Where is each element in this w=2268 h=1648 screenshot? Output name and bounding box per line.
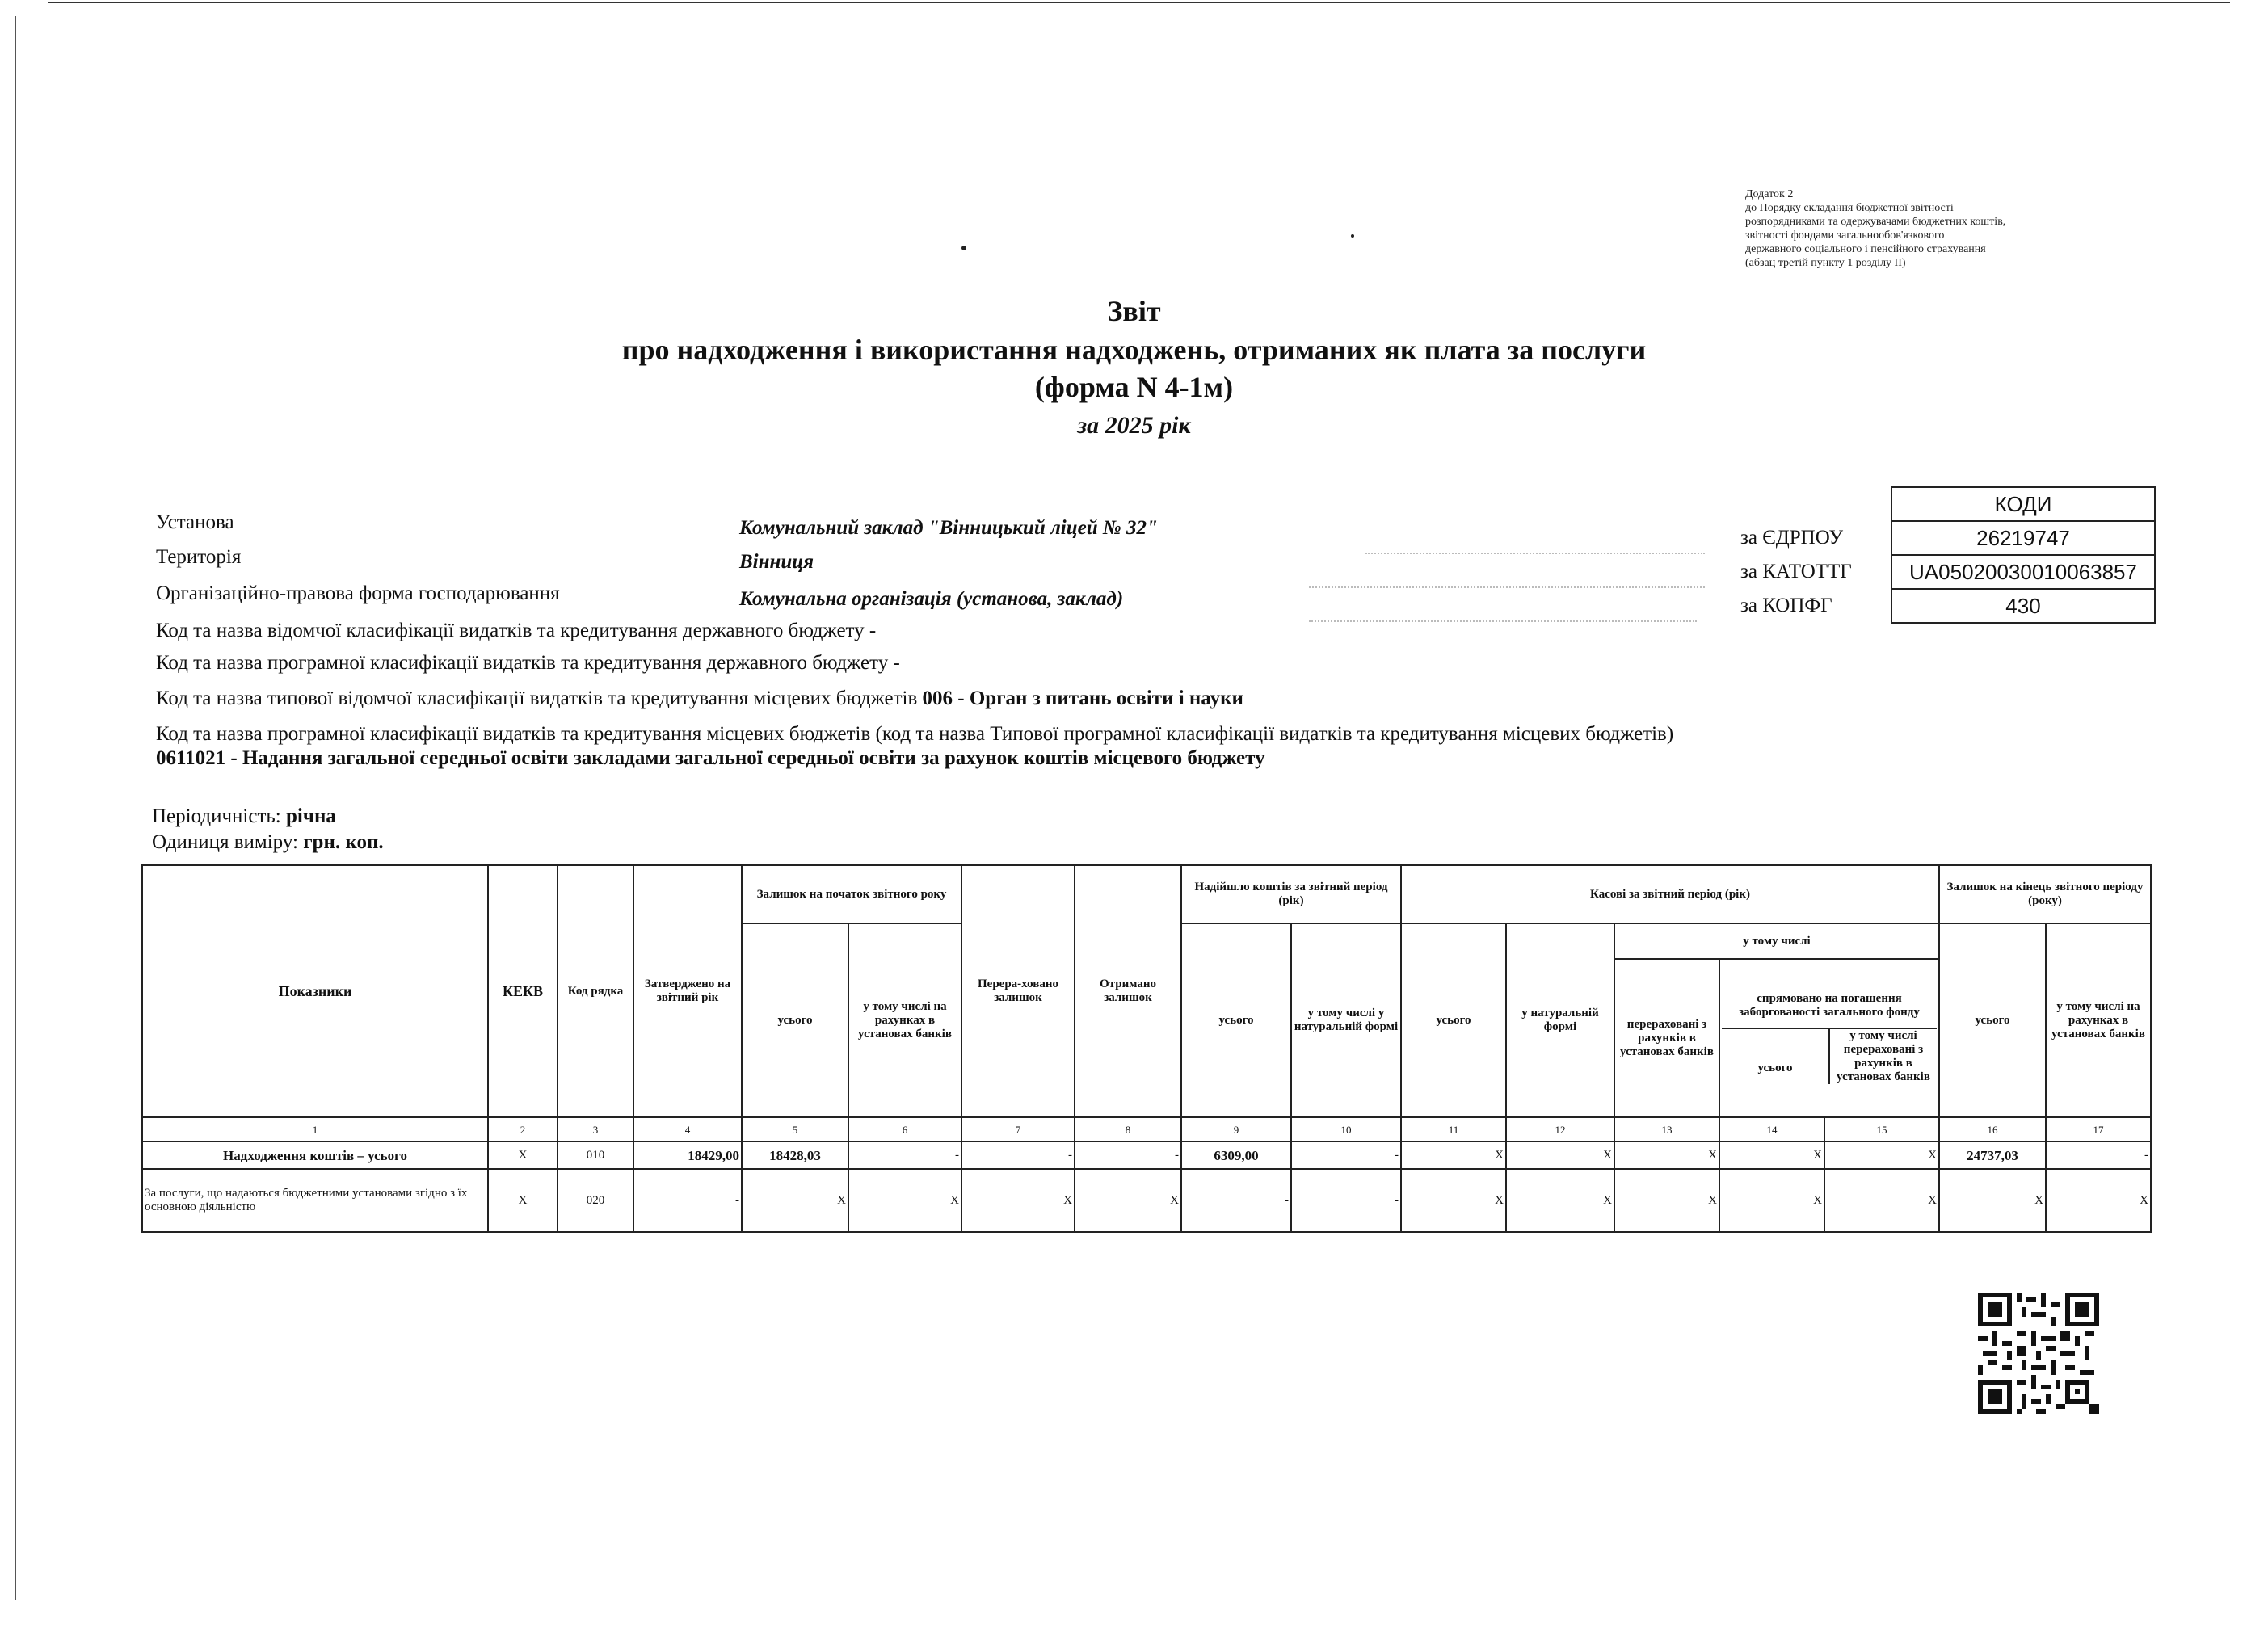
col-number: 11 [1401, 1117, 1506, 1141]
col-number: 2 [488, 1117, 558, 1141]
local-program-label: Код та назва програмної класифікації видатків та кредитування місцевих бюджетів (код та назва Типової програмної класифікації видатків та кредитування місцевих бюджетів) [156, 723, 1674, 745]
edrpou-value: 26219747 [1891, 521, 2155, 555]
org-form-value: Комунальна організація (установа, заклад) [739, 588, 1124, 610]
territory-value: Вінниця [739, 551, 814, 573]
dept-classification: Код та назва відомчої класифікації видатків та кредитування державного бюджету - [156, 620, 877, 641]
directed-debt-subheaders [1722, 1028, 1937, 1084]
header-received: Отримано залишок [1075, 865, 1181, 1117]
table-cell: - [1291, 1169, 1401, 1232]
table-cell: X [742, 1169, 848, 1232]
table-cell: - [633, 1169, 742, 1232]
table-cell: X [961, 1169, 1075, 1232]
table-cell: X [1719, 1169, 1824, 1232]
header-cash: Касові за звітний період (рік) [1401, 865, 1939, 923]
col-number: 16 [1939, 1117, 2046, 1141]
table-cell: - [1181, 1169, 1291, 1232]
table-cell: - [2046, 1141, 2151, 1169]
typical-dept-label: Код та назва типової відомчої класифікації видатків та кредитування місцевих бюджетів [156, 687, 923, 709]
header-inflow-total: усього [1181, 923, 1291, 1117]
col-number: 4 [633, 1117, 742, 1141]
appendix-line: державного соціального і пенсійного страхування [1745, 243, 1986, 255]
fill-line [1309, 620, 1697, 622]
edrpou-label: за ЄДРПОУ [1740, 527, 1844, 549]
col-number: 8 [1075, 1117, 1181, 1141]
appendix-line: Додаток 2 [1745, 188, 1794, 200]
col-number: 9 [1181, 1117, 1291, 1141]
report-title: Звіт [1107, 295, 1161, 327]
fill-line [1365, 553, 1705, 554]
header-inflow: Надійшло коштів за звітний період (рік) [1181, 865, 1401, 923]
table-cell: - [1075, 1141, 1181, 1169]
unit-of-measure [152, 830, 384, 855]
table-row [142, 1141, 2151, 1169]
local-program-value: 0611021 - Надання загальної середньої освіти закладами загальної середньої освіти за рахунок коштів місцевого бюджету [156, 747, 1265, 769]
institution-value: Комунальний заклад "Вінницький ліцей № 32" [739, 517, 1158, 539]
header-balance-end-total: усього [1939, 923, 2046, 1117]
appendix-line: звітності фондами загальнообов'язкового [1745, 229, 1945, 242]
header-row-code: Код рядка [558, 865, 633, 1117]
appendix-line: (абзац третій пункту 1 розділу II) [1745, 257, 1906, 269]
col-number: 6 [848, 1117, 961, 1141]
katottg-value: UA05020030010063857 [1891, 555, 2155, 589]
table-row [142, 1169, 2151, 1232]
header-kekv: КЕКВ [488, 865, 558, 1117]
table-cell: 18428,03 [742, 1141, 848, 1169]
col-number: 15 [1824, 1117, 1939, 1141]
scan-speck [1351, 234, 1354, 238]
table-cell: X [1614, 1169, 1719, 1232]
header-transferred: Перера-ховано залишок [961, 865, 1075, 1117]
header-balance-end: Залишок на кінець звітного періоду (року) [1939, 865, 2151, 923]
table-cell: - [961, 1141, 1075, 1169]
header-cash-directed-debt [1719, 959, 1939, 1117]
table-cell: X [1939, 1169, 2046, 1232]
col-number: 14 [1719, 1117, 1824, 1141]
typical-dept-value: 006 - Орган з питань освіти і науки [922, 687, 1243, 709]
katottg-label: за КАТОТТГ [1740, 561, 1852, 582]
header-indicators: Показники [142, 865, 488, 1117]
directed-debt-label: спрямовано на погашення заборгованості загального фонду [1739, 992, 1920, 1019]
table-cell: 020 [558, 1169, 633, 1232]
table-cell: X [1401, 1169, 1506, 1232]
institution-label: Установа [156, 511, 234, 533]
header-balance-start-total: усього [742, 923, 848, 1117]
col-number: 3 [558, 1117, 633, 1141]
territory-label: Територія [156, 546, 242, 568]
header-cash-transferred-bank: перераховані з рахунків в установах банків [1614, 959, 1719, 1117]
codes-header: КОДИ [1891, 487, 2155, 521]
col-number: 10 [1291, 1117, 1401, 1141]
periodicity [152, 805, 336, 829]
kopfg-value: 430 [1891, 589, 2155, 623]
periodicity-value: річна [286, 805, 336, 827]
report-period: за 2025 рік [1077, 412, 1191, 439]
header-cash-total: усього [1401, 923, 1506, 1117]
report-subtitle: про надходження і використання надходжень, отриманих як плата за послуги [621, 334, 1647, 366]
table-cell: X [848, 1169, 961, 1232]
table-cell: - [848, 1141, 961, 1169]
codes-table [1891, 486, 2156, 624]
table-cell: X [488, 1141, 558, 1169]
typical-dept-classification [156, 687, 1243, 711]
col-number: 17 [2046, 1117, 2151, 1141]
col-number: 12 [1506, 1117, 1614, 1141]
header-cash-including: у тому числі [1614, 923, 1939, 959]
unit-label: Одиниця виміру: [152, 831, 304, 853]
table-cell: 010 [558, 1141, 633, 1169]
header-balance-start-bank: у тому числі на рахунках в установах банків [848, 923, 961, 1117]
qr-code-icon [1978, 1293, 2099, 1414]
appendix-line: до Порядку складання бюджетної звітності [1745, 202, 1954, 214]
program-classification: Код та назва програмної класифікації видатків та кредитування державного бюджету - [156, 652, 900, 674]
table-cell: X [1506, 1141, 1614, 1169]
unit-value: грн. коп. [303, 831, 384, 853]
table-cell: X [1719, 1141, 1824, 1169]
header-approved: Затверджено на звітний рік [633, 865, 742, 1117]
table-cell: 24737,03 [1939, 1141, 2046, 1169]
fill-line [1309, 586, 1705, 588]
table-cell: X [488, 1169, 558, 1232]
table-cell: X [1506, 1169, 1614, 1232]
scan-edge-left [15, 16, 16, 1600]
table-cell: 18429,00 [633, 1141, 742, 1169]
appendix-line: розпорядниками та одержувачами бюджетних коштів, [1745, 216, 2006, 228]
table-cell: X [1824, 1169, 1939, 1232]
local-program-classification [156, 722, 1723, 771]
table-cell: X [2046, 1169, 2151, 1232]
col-number: 13 [1614, 1117, 1719, 1141]
header-balance-start: Залишок на початок звітного року [742, 865, 961, 923]
kopfg-label: за КОПФГ [1740, 595, 1832, 616]
header-cash-natural: у натуральній формі [1506, 923, 1614, 1117]
col-number: 5 [742, 1117, 848, 1141]
header-inflow-natural: у тому числі у натуральній формі [1291, 923, 1401, 1117]
col-number: 7 [961, 1117, 1075, 1141]
table-cell: X [1075, 1169, 1181, 1232]
table-cell: X [1614, 1141, 1719, 1169]
scan-edge-top [48, 2, 2230, 3]
scan-speck [961, 246, 966, 250]
row-name: За послуги, що надаються бюджетними установами згідно з їх основною діяльністю [142, 1169, 488, 1232]
periodicity-label: Періодичність: [152, 805, 286, 827]
appendix-note [1745, 187, 2117, 270]
header-balance-end-bank: у тому числі на рахунках в установах банків [2046, 923, 2151, 1117]
table-cell: X [1401, 1141, 1506, 1169]
table-cell: - [1291, 1141, 1401, 1169]
org-form-label: Організаційно-правова форма господарювання [156, 582, 560, 604]
directed-debt-total: усього [1722, 1029, 1830, 1084]
table-cell: X [1824, 1141, 1939, 1169]
table-cell: 6309,00 [1181, 1141, 1291, 1169]
row-name: Надходження коштів – усього [142, 1141, 488, 1169]
col-number: 1 [142, 1117, 488, 1141]
main-report-table [141, 864, 2152, 1233]
report-form-number: (форма N 4-1м) [1034, 371, 1234, 403]
directed-debt-bank: у тому числі перераховані з рахунків в установах банків [1837, 1029, 1930, 1083]
